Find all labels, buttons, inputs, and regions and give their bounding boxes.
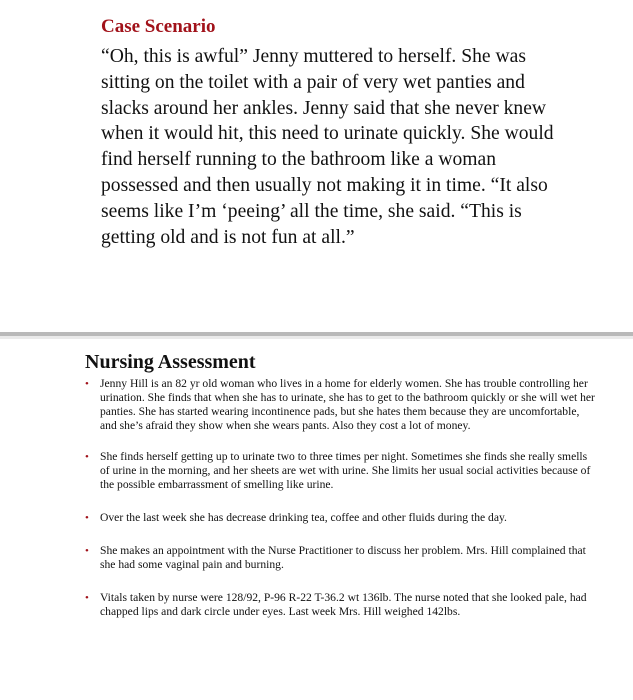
list-item-text: Vitals taken by nurse were 128/92, P-96 R-22 T-36.2 wt 136lb. The nurse noted that she looked pale, had chapped lips and dark circle under eyes. Last week Mrs. Hill weighed 142lbs. bbox=[100, 591, 587, 618]
case-scenario-slide bbox=[0, 0, 633, 332]
bullet-icon: • bbox=[85, 378, 89, 390]
list-item bbox=[85, 511, 595, 525]
bullet-icon: • bbox=[85, 545, 89, 557]
list-item-text: She finds herself getting up to urinate two to three times per night. Sometimes she finds she really smells of urine in the morning, and her sheets are wet with urine. She limits her usual social activities because of the possible embarrassment of smelling like urine. bbox=[100, 450, 591, 491]
list-item-text: Over the last week she has decrease drinking tea, coffee and other fluids during the day. bbox=[100, 511, 507, 524]
list-item bbox=[85, 450, 595, 492]
case-scenario-text: “Oh, this is awful” Jenny muttered to herself. She was sitting on the toilet with a pair of very wet panties and slacks around her ankles. Jenny said that she never knew when it would hit, this need to urinate quickly. She would find herself running to the bathroom like a woman possessed and then usually not making it in time. “It also seems like I’m ‘peeing’ all the time, she said. “This is getting old and is not fun at all.” bbox=[101, 46, 554, 248]
case-scenario-title: Case Scenario bbox=[101, 16, 216, 37]
nursing-assessment-slide bbox=[0, 339, 633, 700]
bullet-icon: • bbox=[85, 512, 89, 524]
list-item-text: Jenny Hill is an 82 yr old woman who lives in a home for elderly women. She has trouble controlling her urination. She finds that when she has to urinate, she has to get to the bathroom quickly or she will wet her panties. She has started wearing incontinence pads, but she hates them because they are uncomfortable, and she’s afraid they show when she wears pants. Also they cost a lot of money. bbox=[100, 377, 595, 432]
list-item-text: She makes an appointment with the Nurse Practitioner to discuss her problem. Mrs. Hill complained that she had some vaginal pain and burning. bbox=[100, 544, 586, 571]
assessment-list bbox=[85, 377, 595, 619]
nursing-assessment-title: Nursing Assessment bbox=[85, 351, 256, 373]
bullet-icon: • bbox=[85, 451, 89, 463]
bullet-icon: • bbox=[85, 592, 89, 604]
list-item bbox=[85, 591, 595, 619]
list-item bbox=[85, 377, 595, 433]
list-item bbox=[85, 544, 595, 572]
